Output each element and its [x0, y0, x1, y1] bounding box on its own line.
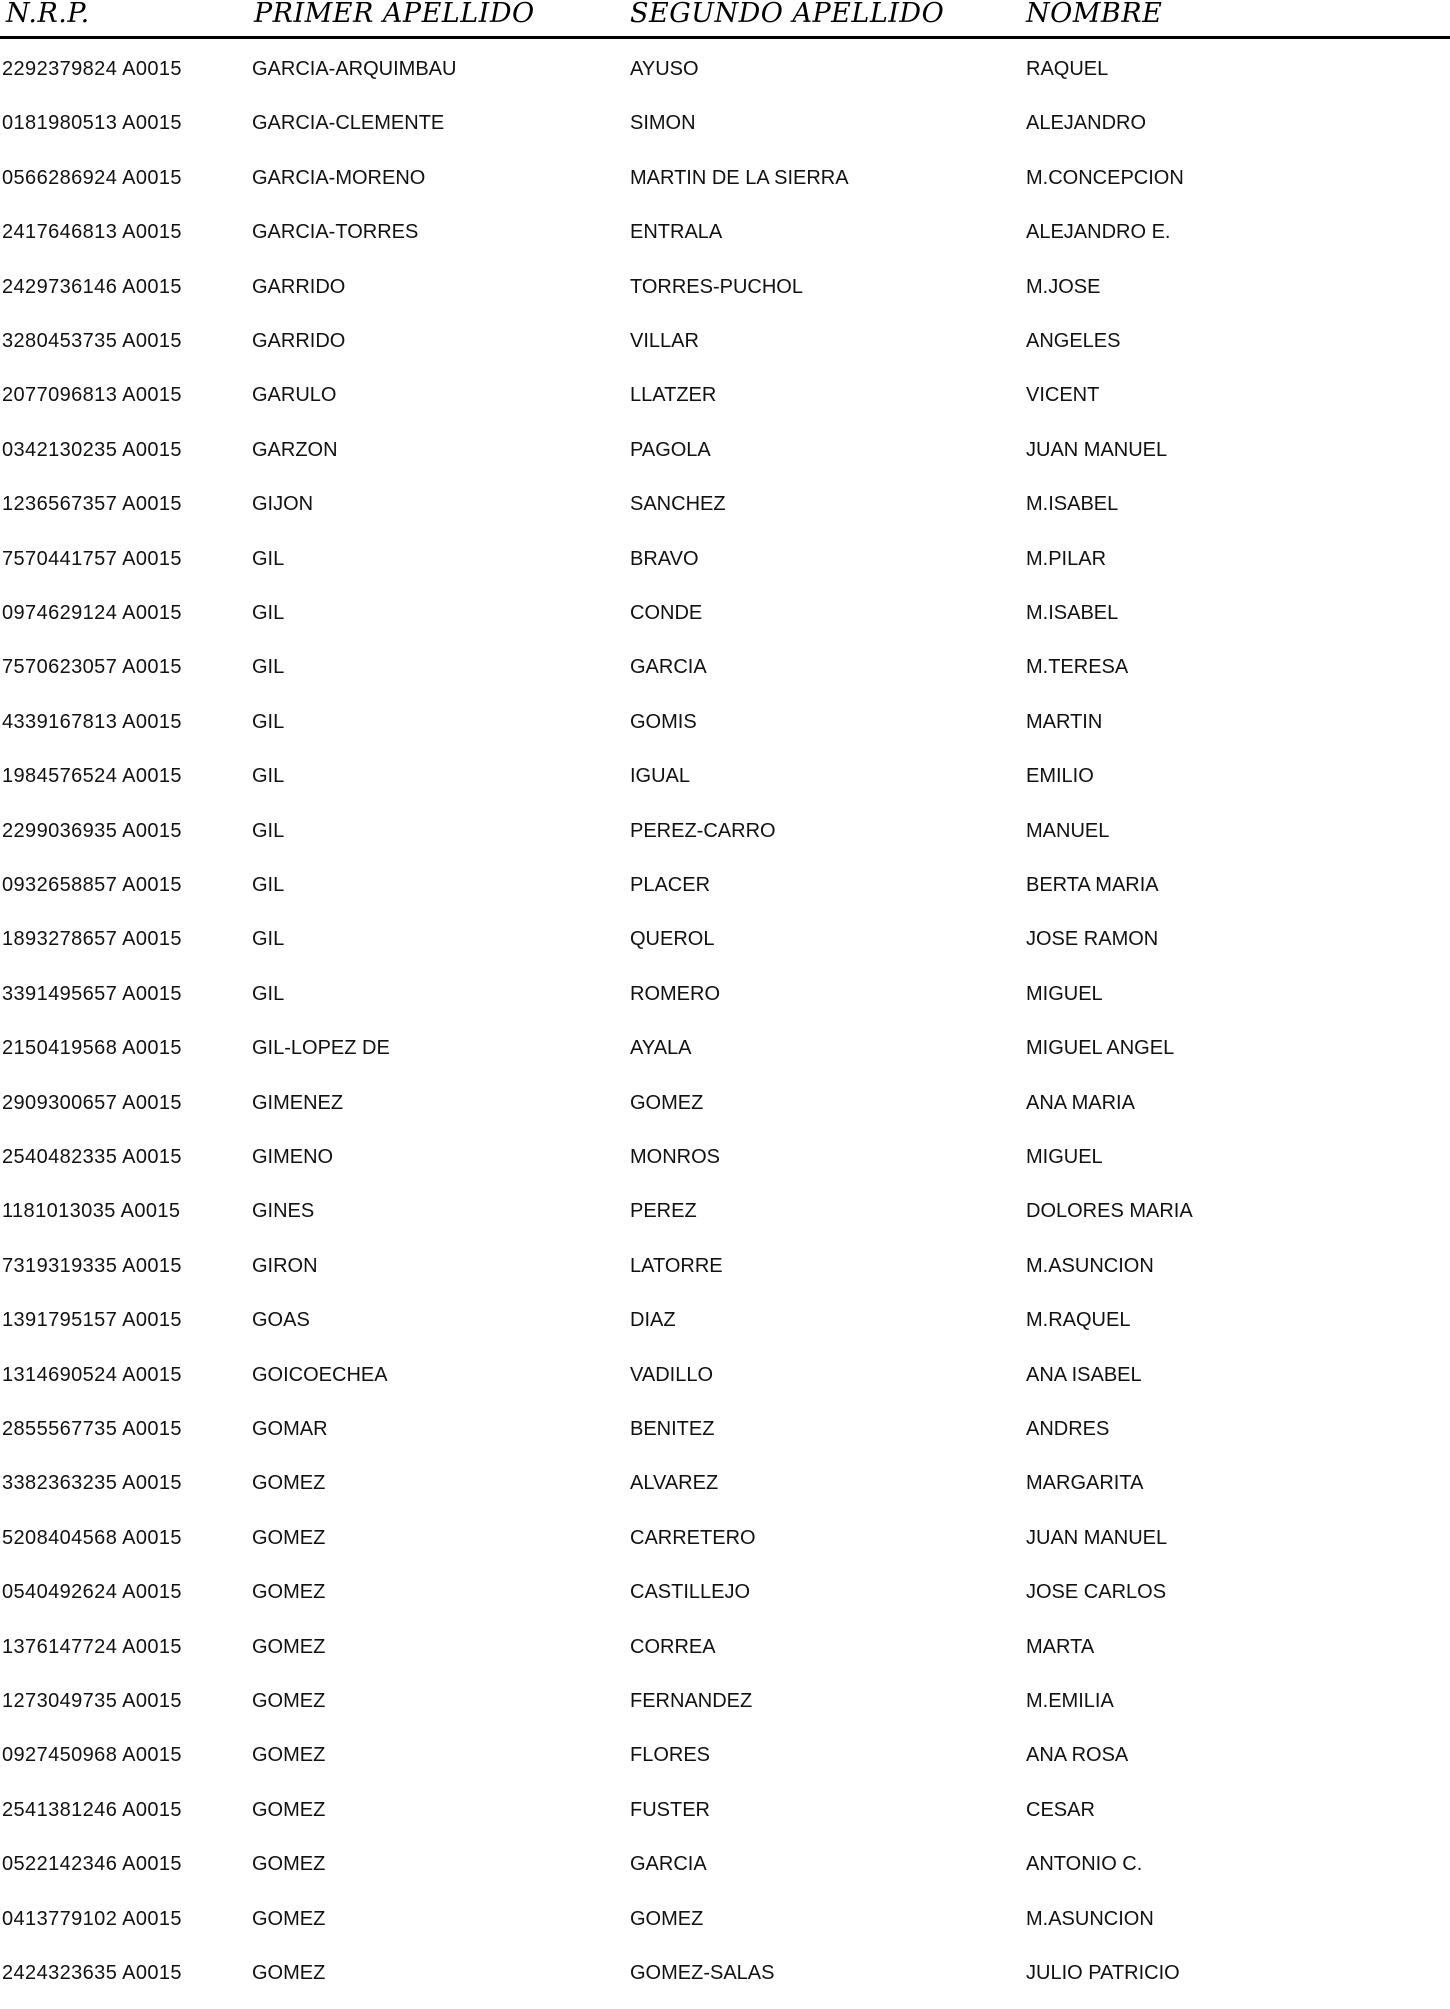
table-row [0, 1904, 1450, 1934]
row-primer-apellido: GIL [252, 765, 285, 788]
table-row [0, 1033, 1450, 1063]
row-nrp: 1236567357 A0015 [2, 493, 182, 516]
row-segundo-apellido: VADILLO [630, 1363, 713, 1386]
row-segundo-apellido: DIAZ [630, 1309, 676, 1332]
row-nombre: JOSE CARLOS [1026, 1581, 1167, 1604]
row-nombre: ALEJANDRO [1026, 112, 1147, 135]
row-nrp: 0540492624 A0015 [2, 1581, 182, 1604]
row-primer-apellido: GOAS [252, 1309, 310, 1332]
table-row [0, 1577, 1450, 1607]
row-nombre: JUAN MANUEL [1026, 438, 1168, 461]
row-primer-apellido: GARRIDO [252, 275, 346, 298]
table-row [0, 598, 1450, 628]
row-segundo-apellido: TORRES-PUCHOL [630, 275, 803, 298]
header-rule [0, 36, 1450, 39]
row-segundo-apellido: QUEROL [630, 928, 715, 951]
row-nrp: 1984576524 A0015 [2, 765, 182, 788]
row-nrp: 7570623057 A0015 [2, 656, 182, 679]
table-row [0, 1142, 1450, 1172]
row-nrp: 0566286924 A0015 [2, 166, 182, 189]
row-nrp: 0181980513 A0015 [2, 112, 182, 135]
row-segundo-apellido: PEREZ [630, 1200, 697, 1223]
row-primer-apellido: GARZON [252, 438, 338, 461]
row-primer-apellido: GOMEZ [252, 1472, 326, 1495]
row-nombre: M.ISABEL [1026, 493, 1119, 516]
row-nrp: 3391495657 A0015 [2, 982, 182, 1005]
table-row [0, 326, 1450, 356]
row-primer-apellido: GIRON [252, 1254, 318, 1277]
row-segundo-apellido: GARCIA [630, 656, 707, 679]
row-segundo-apellido: CONDE [630, 602, 703, 624]
table-row [0, 1523, 1450, 1553]
table-row [0, 380, 1450, 410]
row-nombre: EMILIO [1026, 765, 1094, 788]
table-row [0, 1468, 1450, 1498]
row-nrp: 2424323635 A0015 [2, 1962, 182, 1984]
row-primer-apellido: GIL [252, 819, 285, 842]
row-primer-apellido: GARCIA-MORENO [252, 166, 426, 189]
row-nombre: M.EMILIA [1026, 1690, 1114, 1712]
row-nombre: ANGELES [1026, 330, 1121, 352]
table-row [0, 217, 1450, 247]
row-nombre: JUAN MANUEL [1026, 1526, 1168, 1549]
row-primer-apellido: GOMEZ [252, 1907, 326, 1930]
row-nrp: 0342130235 A0015 [2, 438, 182, 461]
row-nrp: 2855567735 A0015 [2, 1418, 182, 1440]
row-nrp: 4339167813 A0015 [2, 710, 182, 733]
table-row [0, 1740, 1450, 1770]
row-segundo-apellido: AYUSO [630, 58, 699, 80]
row-primer-apellido: GOMEZ [252, 1690, 326, 1712]
row-primer-apellido: GOMEZ [252, 1581, 326, 1604]
row-primer-apellido: GOMEZ [252, 1744, 326, 1767]
table-row [0, 870, 1450, 900]
row-nrp: 1893278657 A0015 [2, 928, 182, 951]
table-row [0, 1360, 1450, 1390]
row-segundo-apellido: GOMIS [630, 710, 697, 733]
row-nombre: M.JOSE [1026, 275, 1101, 298]
row-nrp: 1273049735 A0015 [2, 1690, 182, 1712]
header-segundo-apellido: SEGUNDO APELLIDO [630, 0, 945, 29]
row-nombre: MARGARITA [1026, 1472, 1144, 1495]
row-nombre: ALEJANDRO E. [1026, 221, 1171, 244]
row-nombre: ANA ISABEL [1026, 1363, 1142, 1386]
row-segundo-apellido: AYALA [630, 1037, 692, 1060]
row-nombre: M.ISABEL [1026, 602, 1119, 624]
table-row [0, 1196, 1450, 1226]
row-segundo-apellido: GOMEZ-SALAS [630, 1962, 775, 1984]
row-segundo-apellido: GOMEZ [630, 1091, 704, 1114]
row-segundo-apellido: SIMON [630, 112, 696, 135]
header-nombre: NOMBRE [1026, 0, 1163, 29]
row-nombre: M.RAQUEL [1026, 1309, 1131, 1332]
row-nombre: CESAR [1026, 1798, 1095, 1821]
row-segundo-apellido: LLATZER [630, 384, 717, 407]
row-segundo-apellido: FLORES [630, 1744, 711, 1767]
table-row [0, 1632, 1450, 1662]
row-nrp: 2299036935 A0015 [2, 819, 182, 842]
row-nombre: M.CONCEPCION [1026, 166, 1184, 189]
row-nombre: JULIO PATRICIO [1026, 1962, 1180, 1984]
row-nrp: 2077096813 A0015 [2, 384, 182, 407]
row-primer-apellido: GIL [252, 982, 285, 1005]
row-nrp: 0413779102 A0015 [2, 1907, 182, 1930]
row-primer-apellido: GIMENEZ [252, 1091, 344, 1114]
row-primer-apellido: GIL [252, 928, 285, 951]
row-nombre: DOLORES MARIA [1026, 1200, 1193, 1223]
row-primer-apellido: GIL [252, 547, 285, 570]
row-nrp: 2909300657 A0015 [2, 1091, 182, 1114]
row-primer-apellido: GOMAR [252, 1418, 328, 1440]
row-primer-apellido: GOMEZ [252, 1635, 326, 1658]
table-row [0, 816, 1450, 846]
row-nrp: 2150419568 A0015 [2, 1037, 182, 1060]
row-primer-apellido: GOMEZ [252, 1526, 326, 1549]
table-header [0, 0, 1450, 40]
table-row [0, 54, 1450, 84]
row-primer-apellido: GIL-LOPEZ DE [252, 1037, 390, 1060]
row-segundo-apellido: SANCHEZ [630, 493, 726, 516]
row-nombre: MIGUEL [1026, 982, 1103, 1005]
row-primer-apellido: GOMEZ [252, 1962, 326, 1984]
row-nombre: MIGUEL [1026, 1146, 1103, 1168]
row-primer-apellido: GARCIA-ARQUIMBAU [252, 58, 457, 80]
row-primer-apellido: GARCIA-CLEMENTE [252, 112, 445, 135]
table-row [0, 1414, 1450, 1444]
table-row [0, 707, 1450, 737]
row-segundo-apellido: ENTRALA [630, 221, 723, 244]
row-primer-apellido: GIL [252, 656, 285, 679]
row-nombre: ANTONIO C. [1026, 1853, 1143, 1876]
row-nrp: 1376147724 A0015 [2, 1635, 182, 1658]
row-nombre: M.TERESA [1026, 656, 1129, 679]
table-row [0, 1088, 1450, 1118]
table-row [0, 272, 1450, 302]
row-nrp: 2417646813 A0015 [2, 221, 182, 244]
row-segundo-apellido: CARRETERO [630, 1526, 756, 1549]
row-segundo-apellido: CASTILLEJO [630, 1581, 751, 1604]
table-row [0, 1849, 1450, 1879]
row-primer-apellido: GIL [252, 874, 285, 896]
row-nombre: M.ASUNCION [1026, 1907, 1154, 1930]
row-primer-apellido: GOICOECHEA [252, 1363, 388, 1386]
row-nrp: 0974629124 A0015 [2, 602, 182, 624]
row-nrp: 3280453735 A0015 [2, 330, 182, 352]
header-nrp: N.R.P. [6, 0, 90, 29]
row-segundo-apellido: PEREZ-CARRO [630, 819, 776, 842]
table-row [0, 489, 1450, 519]
row-nrp: 7570441757 A0015 [2, 547, 182, 570]
row-primer-apellido: GOMEZ [252, 1798, 326, 1821]
row-segundo-apellido: VILLAR [630, 330, 699, 352]
table-row [0, 924, 1450, 954]
table-row [0, 108, 1450, 138]
row-segundo-apellido: MARTIN DE LA SIERRA [630, 166, 849, 189]
row-segundo-apellido: PAGOLA [630, 438, 711, 461]
row-nrp: 2429736146 A0015 [2, 275, 182, 298]
table-row [0, 435, 1450, 465]
row-segundo-apellido: LATORRE [630, 1254, 723, 1277]
table-row [0, 761, 1450, 791]
table-row [0, 544, 1450, 574]
row-nombre: ANDRES [1026, 1418, 1110, 1440]
row-primer-apellido: GOMEZ [252, 1853, 326, 1876]
row-nrp: 0522142346 A0015 [2, 1853, 182, 1876]
row-primer-apellido: GIL [252, 710, 285, 733]
row-nrp: 3382363235 A0015 [2, 1472, 182, 1495]
row-primer-apellido: GINES [252, 1200, 315, 1223]
row-segundo-apellido: CORREA [630, 1635, 716, 1658]
row-nombre: M.PILAR [1026, 547, 1107, 570]
row-nrp: 2540482335 A0015 [2, 1146, 182, 1168]
row-nombre: JOSE RAMON [1026, 928, 1159, 951]
row-nombre: MANUEL [1026, 819, 1110, 842]
row-segundo-apellido: FERNANDEZ [630, 1690, 753, 1712]
row-nombre: VICENT [1026, 384, 1100, 407]
row-nombre: ANA ROSA [1026, 1744, 1129, 1767]
row-nombre: RAQUEL [1026, 58, 1109, 80]
row-nombre: MARTA [1026, 1635, 1095, 1658]
row-nombre: MARTIN [1026, 710, 1103, 733]
row-nrp: 5208404568 A0015 [2, 1526, 182, 1549]
header-primer-apellido: PRIMER APELLIDO [254, 0, 535, 29]
row-nombre: MIGUEL ANGEL [1026, 1037, 1175, 1060]
row-primer-apellido: GIL [252, 602, 285, 624]
row-nrp: 1181013035 A0015 [2, 1200, 181, 1223]
row-nrp: 2541381246 A0015 [2, 1798, 182, 1821]
row-primer-apellido: GIMENO [252, 1146, 334, 1168]
row-nrp: 1391795157 A0015 [2, 1309, 182, 1332]
table-row [0, 979, 1450, 1009]
row-segundo-apellido: GOMEZ [630, 1907, 704, 1930]
row-segundo-apellido: BENITEZ [630, 1418, 715, 1440]
row-segundo-apellido: BRAVO [630, 547, 699, 570]
row-primer-apellido: GARRIDO [252, 330, 346, 352]
row-nrp: 0927450968 A0015 [2, 1744, 182, 1767]
row-segundo-apellido: PLACER [630, 874, 711, 896]
row-segundo-apellido: FUSTER [630, 1798, 710, 1821]
row-segundo-apellido: MONROS [630, 1146, 720, 1168]
row-nombre: BERTA MARIA [1026, 874, 1159, 896]
row-nrp: 1314690524 A0015 [2, 1363, 182, 1386]
table-row [0, 163, 1450, 193]
row-segundo-apellido: ROMERO [630, 982, 720, 1005]
row-primer-apellido: GARCIA-TORRES [252, 221, 419, 244]
row-segundo-apellido: GARCIA [630, 1853, 707, 1876]
table-row [0, 1686, 1450, 1716]
table-row [0, 1958, 1450, 1988]
row-segundo-apellido: IGUAL [630, 765, 691, 788]
table-row [0, 1251, 1450, 1281]
row-nombre: M.ASUNCION [1026, 1254, 1154, 1277]
row-nrp: 7319319335 A0015 [2, 1254, 182, 1277]
table-row [0, 1305, 1450, 1335]
table-row [0, 652, 1450, 682]
row-nombre: ANA MARIA [1026, 1091, 1135, 1114]
row-primer-apellido: GARULO [252, 384, 337, 407]
table-row [0, 1795, 1450, 1825]
row-segundo-apellido: ALVAREZ [630, 1472, 719, 1495]
row-nrp: 0932658857 A0015 [2, 874, 182, 896]
row-nrp: 2292379824 A0015 [2, 58, 182, 80]
row-primer-apellido: GIJON [252, 493, 314, 516]
